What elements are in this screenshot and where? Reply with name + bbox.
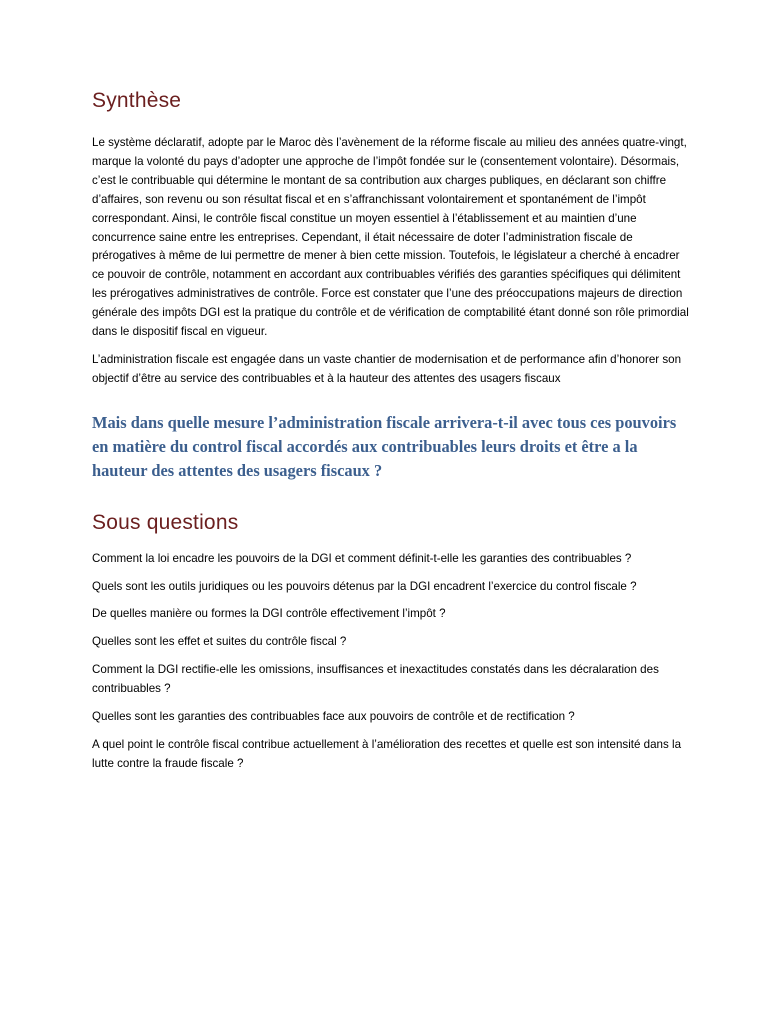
- main-research-question: Mais dans quelle mesure l’administration fiscale arrivera-t-il avec tous ces pouvoirs en matière du control fiscal accordés aux contribuables leurs droits et être a la hauteur des attentes des usagers fiscaux ?: [92, 412, 677, 481]
- synthese-heading: Synthèse: [92, 89, 182, 112]
- list-item: De quelles manière ou formes la DGI contrôle effectivement l’impôt ?: [92, 607, 446, 621]
- synthese-paragraph-1: Le système déclaratif, adopte par le Maroc dès l’avènement de la réforme fiscale au milieu des années quatre-vingt, marque la volonté du pays d’adopter une approche de l’impôt fondée sur le (consentement volontaire). Désormais, c’est le contribuable qui détermine le montant de sa contribution aux charges publiques, en déclarant son chiffre d’affaires, son revenu ou son résultat fiscal et en s’affranchissant volontairement et spontanément de l’impôt correspondant. Ainsi, le contrôle fiscal constitue un moyen essentiel à l’établissement et au maintien d’une concurrence saine entre les entreprises. Cependant, il était nécessaire de doter l’administration fiscale de prérogatives à même de lui permettre de mener à bien cette mission. Toutefois, le législateur a cherché à encadrer ce pouvoir de contrôle, notamment en accordant aux contribuables vérifiés des garanties spécifiques qui délimitent les prérogatives administratives de contrôle. Force est constater que l’une des préoccupations majeurs de direction générale des impôts DGI est la pratique du contrôle et de vérification de comptabilité étant donné son rôle primordial dans le dispositif fiscal en vigueur.: [92, 136, 689, 339]
- sous-questions-list: [92, 550, 692, 774]
- list-item: Comment la loi encadre les pouvoirs de la DGI et comment définit-t-elle les garanties des contribuables ?: [92, 551, 632, 565]
- document-page: [92, 86, 692, 783]
- list-item: Quelles sont les garanties des contribuables face aux pouvoirs de contrôle et de rectification ?: [92, 710, 575, 724]
- list-item: A quel point le contrôle fiscal contribue actuellement à l’amélioration des recettes et quelle est son intensité dans la lutte contre la fraude fiscale ?: [92, 738, 682, 770]
- synthese-paragraph-2: L’administration fiscale est engagée dans un vaste chantier de modernisation et de performance afin d’honorer son objectif d’être au service des contribuables et à la hauteur des attentes des usagers fiscaux: [92, 352, 682, 385]
- list-item: Quels sont les outils juridiques ou les pouvoirs détenus par la DGI encadrent l’exercice du control fiscale ?: [92, 579, 637, 593]
- list-item: Quelles sont les effet et suites du contrôle fiscal ?: [92, 635, 347, 649]
- sous-questions-heading: Sous questions: [92, 510, 239, 534]
- list-item: Comment la DGI rectifie-elle les omissions, insuffisances et inexactitudes constatés dans les décralaration des contribuables ?: [92, 663, 659, 696]
